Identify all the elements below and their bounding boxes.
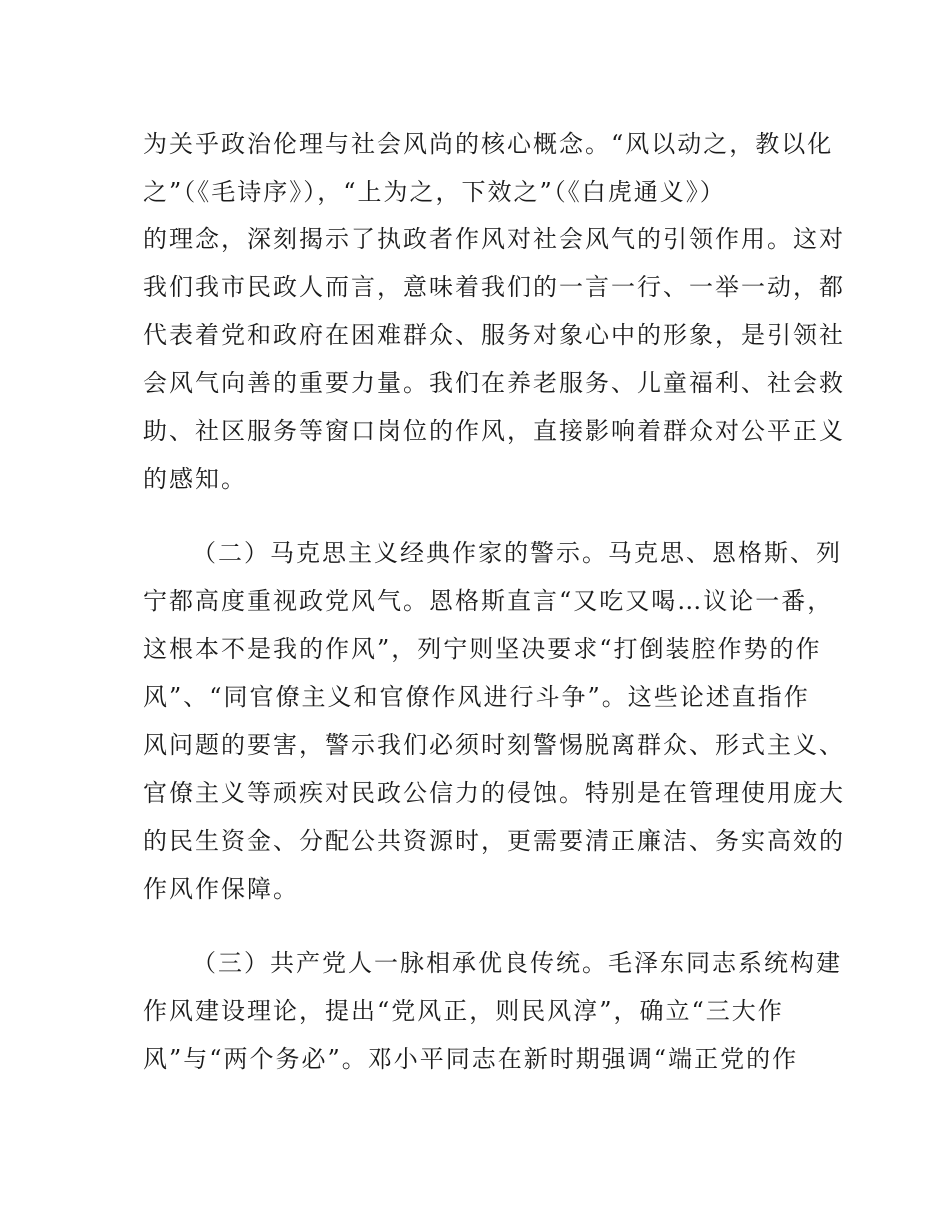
text-line: 会风气向善的重要力量。我们在养老服务、儿童福利、社会救 xyxy=(143,369,845,397)
text-line: 宁都高度重视政党风气。恩格斯直言“又吃又喝…议论一番， xyxy=(143,587,834,615)
text-line: 作风作保障。 xyxy=(143,875,299,903)
text-line: 之”（《毛诗序》），“上为之，下效之”（《白虎通义》） xyxy=(143,178,726,206)
text-line: 我们我市民政人而言，意味着我们的一言一行、一举一动，都 xyxy=(143,273,845,301)
paragraph-heading-3: （三）共产党人一脉相承优良传统。毛泽东同志系统构建 xyxy=(192,949,842,977)
text-line: 的理念，深刻揭示了执政者作风对社会风气的引领作用。这对 xyxy=(143,225,845,253)
text-line: 的感知。 xyxy=(143,465,247,493)
text-line: 风问题的要害，警示我们必须时刻警惕脱离群众、形式主义、 xyxy=(143,731,845,759)
text-line: 官僚主义等顽疾对民政公信力的侵蚀。特别是在管理使用庞大 xyxy=(143,779,845,807)
text-line: 作风建设理论，提出“党风正，则民风淳”，确立“三大作 xyxy=(143,997,784,1025)
text-line: 风”与“两个务必”。邓小平同志在新时期强调“端正党的作 xyxy=(143,1045,799,1073)
paragraph-heading-2: （二）马克思主义经典作家的警示。马克思、恩格斯、列 xyxy=(192,539,842,567)
text-line: 风”、“同官僚主义和官僚作风进行斗争”。这些论述直指作 xyxy=(143,683,810,711)
text-line: 的民生资金、分配公共资源时，更需要清正廉洁、务实高效的 xyxy=(143,827,845,855)
text-line: 为关乎政治伦理与社会风尚的核心概念。“风以动之，教以化 xyxy=(143,130,834,158)
text-line: 助、社区服务等窗口岗位的作风，直接影响着群众对公平正义 xyxy=(143,417,845,445)
text-line: 代表着党和政府在困难群众、服务对象心中的形象，是引领社 xyxy=(143,321,845,349)
text-line: 这根本不是我的作风”，列宁则坚决要求“打倒装腔作势的作 xyxy=(143,635,822,663)
